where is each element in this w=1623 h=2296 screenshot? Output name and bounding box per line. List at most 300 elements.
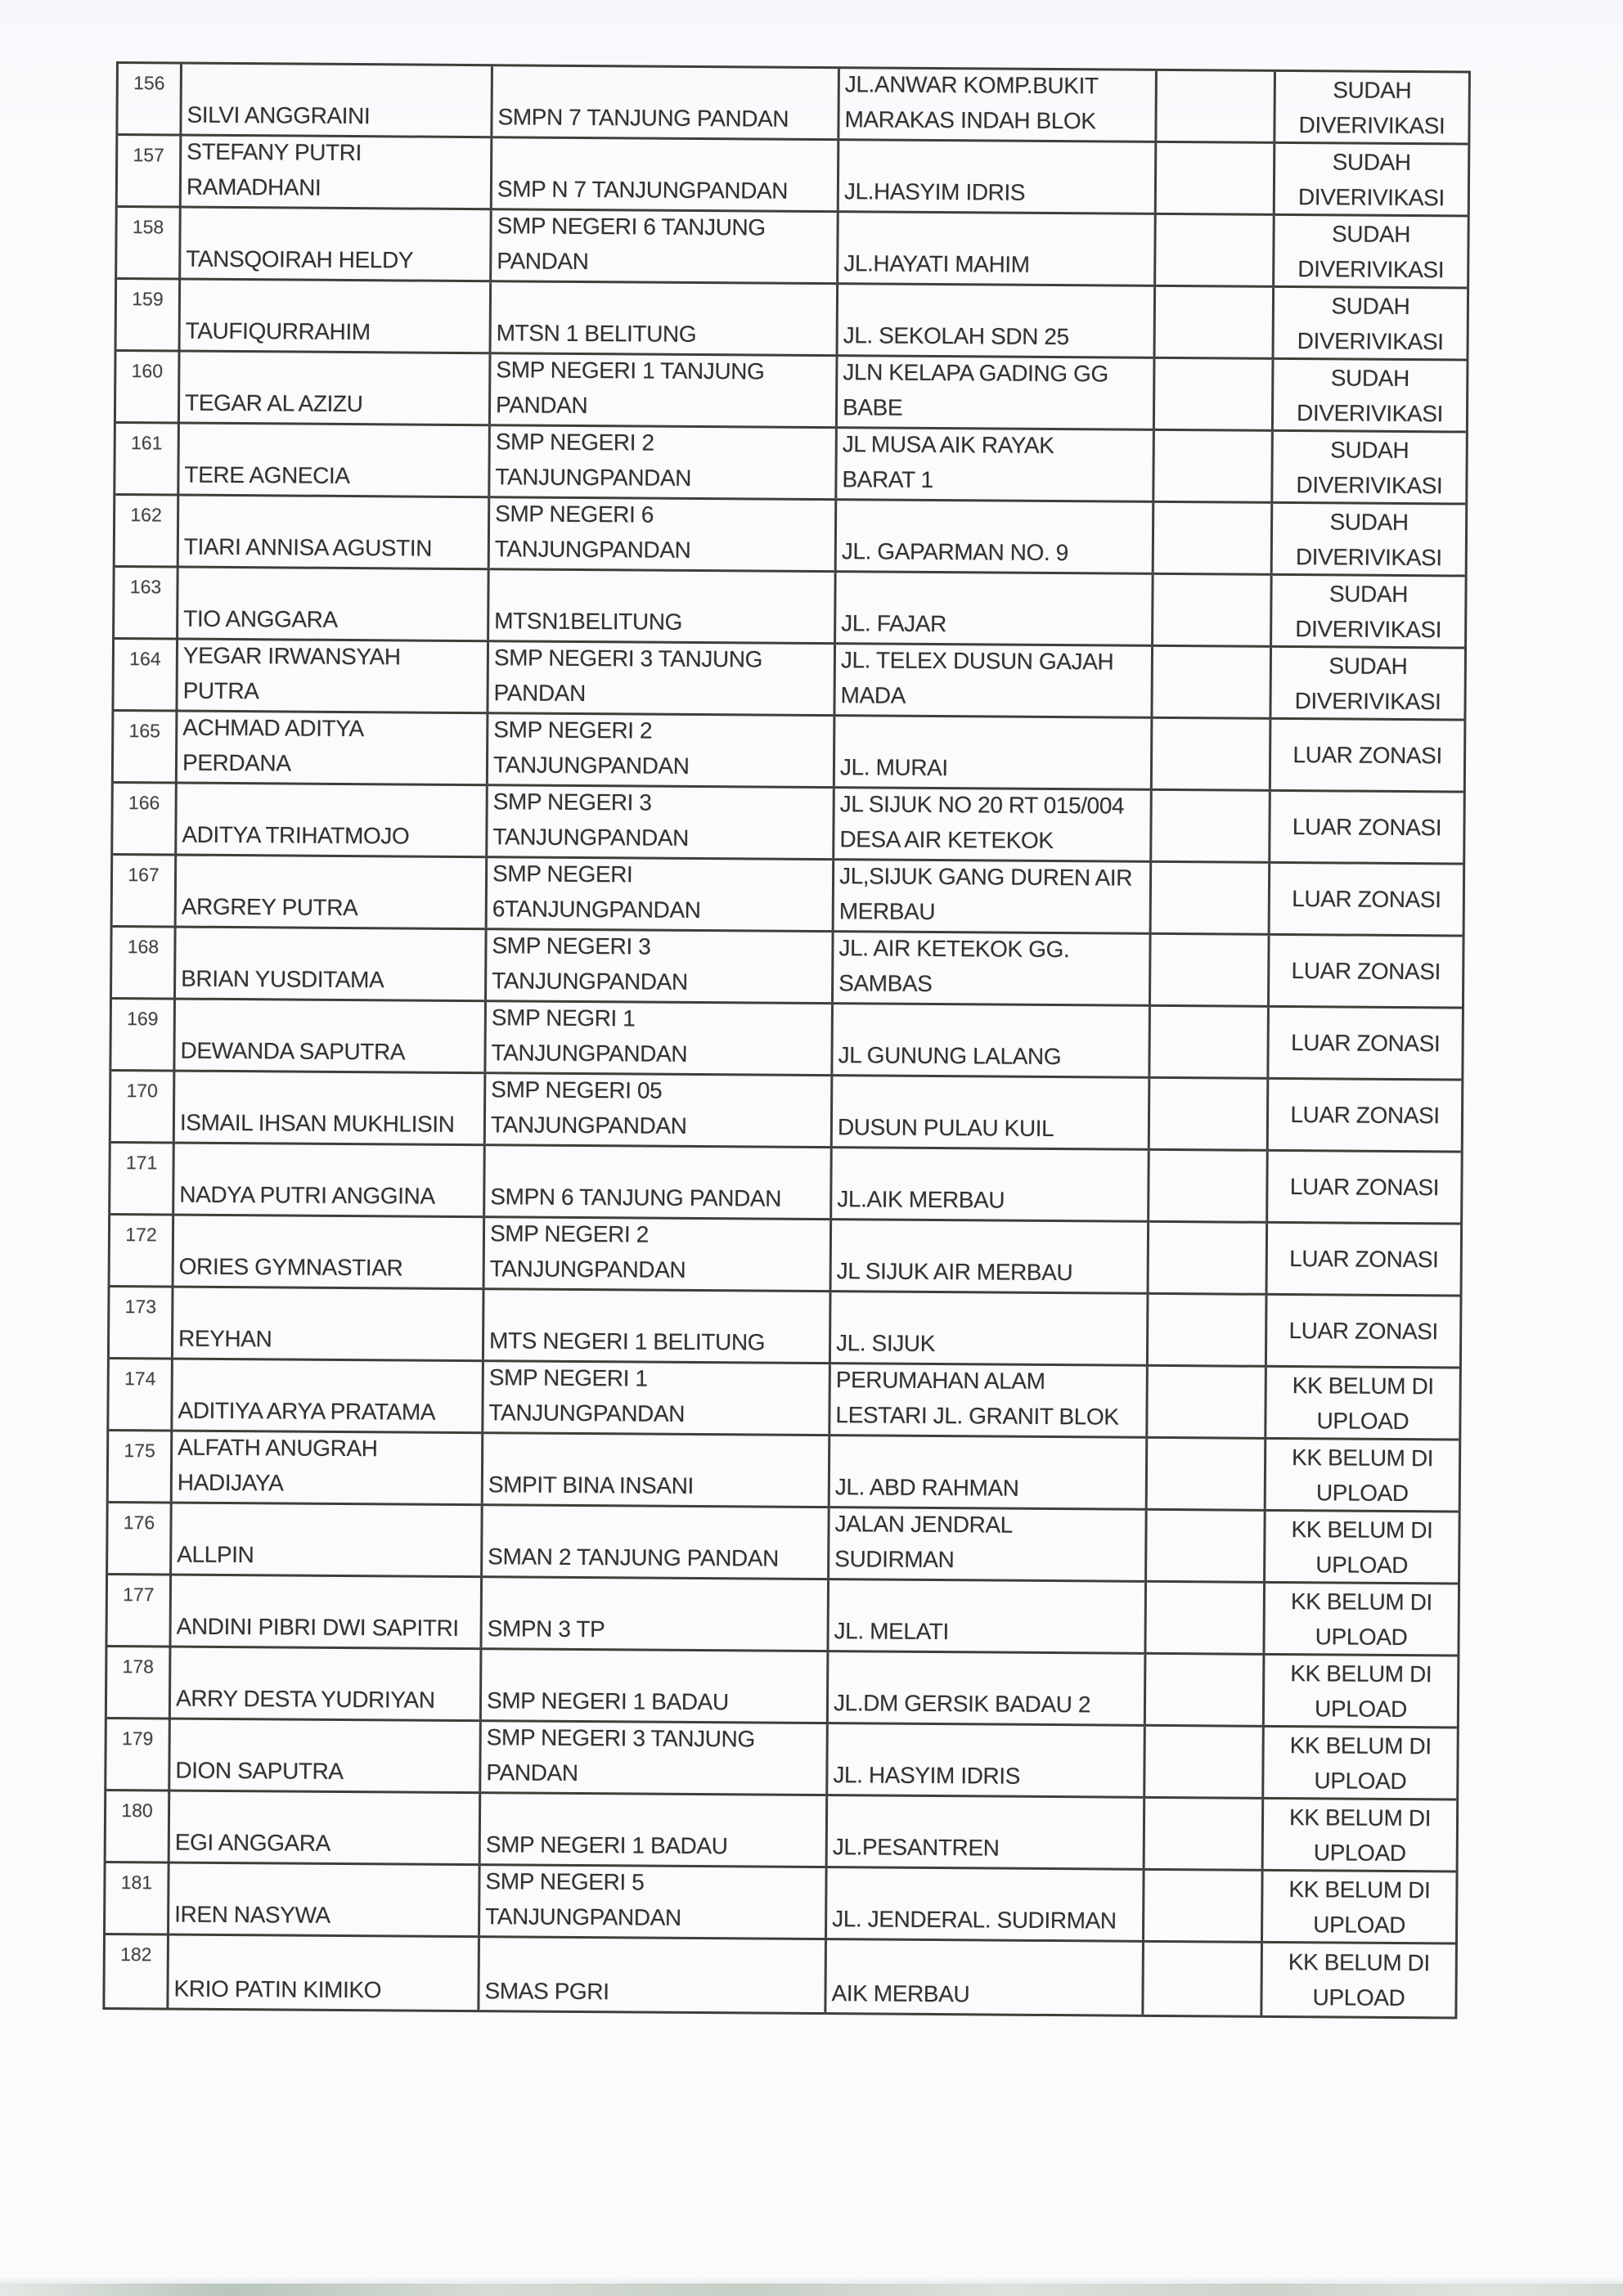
address-text: DUSUN PULAU KUIL <box>837 1114 1054 1142</box>
status-cell <box>1275 72 1468 143</box>
student-name-cell <box>169 1936 480 2011</box>
school-cell <box>486 1002 834 1074</box>
school-name: SMP N 7 TANJUNGPANDAN <box>497 176 789 204</box>
address-text: JL. MURAI <box>839 754 948 781</box>
address-cell <box>830 1364 1149 1436</box>
address-cell <box>834 860 1153 932</box>
student-name-cell <box>181 209 492 281</box>
student-name: BRIAN YUSDITAMA <box>181 965 384 993</box>
student-name: ADITIYA ARYA PRATAMA <box>178 1397 436 1425</box>
table-row <box>106 1719 1457 1801</box>
address-cell <box>836 573 1154 645</box>
row-number: 177 <box>123 1584 155 1606</box>
school-name: SMP NEGERI 6TANJUNGPANDAN <box>492 860 701 923</box>
table-row <box>106 1791 1457 1873</box>
blank-cell <box>1144 1871 1264 1941</box>
status-cell <box>1273 504 1466 575</box>
blank-cell <box>1153 647 1272 717</box>
school-name: SMPN 6 TANJUNG PANDAN <box>490 1184 782 1211</box>
student-name-cell <box>175 1072 487 1144</box>
blank-cell <box>1149 1295 1268 1365</box>
row-number: 165 <box>128 720 161 742</box>
status-text: SUDAH DIVERIVIKASI <box>1295 580 1442 642</box>
row-number: 156 <box>133 72 165 94</box>
address-text: JL. HASYIM IDRIS <box>833 1762 1021 1789</box>
address-text: AIK MERBAU <box>831 1980 970 2007</box>
student-name-cell <box>180 353 492 425</box>
status-text: KK BELUM DI UPLOAD <box>1291 1516 1433 1578</box>
status-cell <box>1270 936 1463 1007</box>
address-cell <box>829 1652 1147 1724</box>
status-text: SUDAH DIVERIVIKASI <box>1295 508 1442 570</box>
status-text: LUAR ZONASI <box>1289 1246 1439 1273</box>
student-name: ALFATH ANUGRAH HADIJAYA <box>177 1434 378 1496</box>
blank-cell <box>1145 1727 1265 1797</box>
blank-cell <box>1148 1367 1267 1437</box>
address-text: JLN KELAPA GADING GG BABE <box>842 359 1108 420</box>
student-name: DION SAPUTRA <box>175 1757 344 1784</box>
school-cell <box>483 1506 830 1578</box>
address-text: JL. SEKOLAH SDN 25 <box>843 322 1069 350</box>
school-cell <box>485 1146 833 1218</box>
student-name-cell <box>175 1000 487 1072</box>
row-number-cell <box>108 1503 173 1574</box>
row-number-cell <box>109 1431 173 1502</box>
blank-cell <box>1154 503 1274 573</box>
address-text: PERUMAHAN ALAM LESTARI JL. GRANIT BLOK <box>835 1367 1119 1430</box>
status-text: KK BELUM DI UPLOAD <box>1292 1372 1434 1434</box>
status-cell <box>1273 432 1466 503</box>
school-cell <box>488 858 835 930</box>
row-number: 157 <box>133 144 164 166</box>
status-text: KK BELUM DI UPLOAD <box>1292 1444 1434 1506</box>
table-row <box>108 1503 1459 1585</box>
student-name: NADYA PUTRI ANGGINA <box>179 1181 435 1209</box>
status-cell <box>1264 1728 1457 1799</box>
blank-cell <box>1151 935 1270 1005</box>
school-name: SMP NEGERI 2 TANJUNGPANDAN <box>489 1220 686 1283</box>
school-name: SMP NEGERI 3 TANJUNGPANDAN <box>492 789 690 851</box>
status-cell <box>1264 1800 1457 1871</box>
student-name-cell <box>171 1576 483 1648</box>
school-name: SMP NEGERI 1 TANJUNGPANDAN <box>488 1364 686 1427</box>
status-cell <box>1269 1008 1462 1079</box>
status-cell <box>1271 720 1464 791</box>
row-number-cell <box>111 1000 176 1070</box>
row-number-cell <box>107 1647 172 1718</box>
row-number: 168 <box>127 936 160 958</box>
row-number: 159 <box>132 288 164 310</box>
school-cell <box>490 498 838 570</box>
table-row <box>114 640 1464 721</box>
school-cell <box>490 426 838 498</box>
address-cell <box>833 1076 1151 1148</box>
status-text: SUDAH DIVERIVIKASI <box>1297 292 1444 354</box>
address-text: JL. JENDERAL. SUDIRMAN <box>832 1906 1117 1934</box>
student-name: ACHMAD ADITYA PERDANA <box>182 714 364 776</box>
school-cell <box>483 1434 831 1506</box>
address-text: JL. SIJUK <box>835 1330 936 1357</box>
table-row <box>106 1863 1456 1945</box>
row-number: 164 <box>129 648 161 670</box>
school-cell <box>491 354 838 426</box>
blank-cell <box>1146 1655 1266 1725</box>
status-cell <box>1270 792 1463 863</box>
address-cell <box>828 1724 1146 1796</box>
row-number-cell <box>110 1144 175 1214</box>
school-cell <box>489 570 837 642</box>
status-cell <box>1268 1152 1461 1223</box>
status-cell <box>1271 648 1464 719</box>
status-cell <box>1275 288 1468 359</box>
row-number: 171 <box>125 1152 158 1174</box>
status-cell <box>1267 1296 1460 1367</box>
status-text: SUDAH DIVERIVIKASI <box>1297 148 1445 210</box>
row-number-cell <box>117 280 182 350</box>
school-cell <box>481 1794 829 1866</box>
school-name: SMP NEGRI 1 TANJUNGPANDAN <box>491 1004 688 1067</box>
status-cell <box>1265 1584 1458 1655</box>
student-name-cell <box>182 65 493 137</box>
status-cell <box>1266 1512 1459 1583</box>
school-name: SMP NEGERI 05 TANJUNGPANDAN <box>490 1076 687 1139</box>
school-name: SMP NEGERI 1 TANJUNG PANDAN <box>495 357 765 419</box>
student-name-cell <box>173 1432 484 1504</box>
blank-cell <box>1153 575 1273 645</box>
address-cell <box>827 1868 1145 1940</box>
address-cell <box>837 429 1155 501</box>
student-name: TAUFIQURRAHIM <box>185 317 371 345</box>
scan-bottom-edge <box>0 2284 1623 2296</box>
school-name: SMP NEGERI 3 TANJUNG PANDAN <box>486 1724 755 1786</box>
school-name: SMAS PGRI <box>484 1978 609 2005</box>
student-name: ADITYA TRIHATMOJO <box>182 821 410 849</box>
student-name: STEFANY PUTRI RAMADHANI <box>186 138 362 200</box>
blank-cell <box>1147 1511 1266 1581</box>
address-cell <box>829 1508 1148 1580</box>
school-name: SMPN 7 TANJUNG PANDAN <box>497 104 789 132</box>
student-name-cell <box>177 784 488 856</box>
school-name: SMP NEGERI 5 TANJUNGPANDAN <box>485 1868 681 1930</box>
row-number-cell <box>110 1287 174 1358</box>
row-number-cell <box>118 64 182 134</box>
table-row <box>116 352 1467 434</box>
status-cell <box>1275 144 1468 215</box>
status-cell <box>1266 1368 1459 1439</box>
school-name: SMP NEGERI 2 TANJUNGPANDAN <box>495 429 692 491</box>
status-cell <box>1269 1080 1462 1151</box>
student-name: REYHAN <box>178 1325 272 1352</box>
row-number-cell <box>114 640 178 710</box>
school-cell <box>488 786 835 858</box>
address-cell <box>832 1220 1150 1292</box>
student-name-cell <box>176 928 488 1000</box>
row-number: 175 <box>124 1440 155 1462</box>
school-name: SMP NEGERI 1 BADAU <box>485 1831 728 1859</box>
table-row <box>115 424 1466 505</box>
address-text: JL. AIR KETEKOK GG. SAMBAS <box>838 935 1070 996</box>
row-number-cell <box>105 1935 169 2008</box>
school-cell <box>482 1578 829 1650</box>
school-name: SMP NEGERI 3 TANJUNGPANDAN <box>492 932 688 995</box>
student-name: ISMAIL IHSAN MUKHLISIN <box>179 1109 455 1137</box>
student-name: ARGREY PUTRA <box>181 893 358 921</box>
school-name: SMPN 3 TP <box>487 1615 605 1642</box>
row-number-cell <box>110 1215 175 1286</box>
status-cell <box>1272 576 1465 647</box>
student-name-cell <box>174 1216 486 1288</box>
row-number: 174 <box>124 1368 156 1390</box>
table-row <box>109 1431 1459 1513</box>
row-number-cell <box>114 712 178 782</box>
address-cell <box>826 1940 1144 2015</box>
address-text: JL.HASYIM IDRIS <box>843 178 1026 205</box>
address-cell <box>834 789 1153 860</box>
blank-cell <box>1144 1943 1263 2015</box>
address-text: JL. ABD RAHMAN <box>834 1474 1019 1501</box>
address-text: JL.AIK MERBAU <box>837 1186 1005 1213</box>
status-text: LUAR ZONASI <box>1289 1174 1440 1201</box>
table-row <box>118 64 1468 146</box>
address-text: JL SIJUK AIR MERBAU <box>836 1258 1073 1286</box>
school-name: SMPIT BINA INSANI <box>488 1472 694 1498</box>
table-row <box>107 1575 1458 1657</box>
school-cell <box>487 930 834 1002</box>
table-row <box>109 1359 1459 1441</box>
row-number-cell <box>115 424 180 494</box>
row-number: 167 <box>128 864 160 886</box>
student-name-cell <box>173 1288 485 1360</box>
row-number: 178 <box>122 1656 155 1678</box>
blank-cell <box>1150 1007 1270 1077</box>
row-number: 173 <box>124 1296 157 1318</box>
student-name-cell <box>173 1360 484 1432</box>
student-name: SILVI ANGGRAINI <box>187 101 371 129</box>
address-text: JL.PESANTREN <box>832 1834 1000 1861</box>
school-cell <box>486 1074 834 1146</box>
status-cell <box>1275 216 1468 287</box>
address-text: JL. TELEX DUSUN GAJAH MADA <box>840 647 1114 708</box>
status-cell <box>1266 1440 1459 1511</box>
student-name-cell <box>177 856 488 928</box>
row-number: 179 <box>121 1728 154 1750</box>
address-text: JL SIJUK NO 20 RT 015/004 DESA AIR KETEKOK <box>839 791 1125 854</box>
status-text: LUAR ZONASI <box>1290 1030 1441 1057</box>
address-cell <box>832 1148 1150 1220</box>
student-name: ORIES GYMNASTIAR <box>178 1253 403 1281</box>
address-cell <box>838 285 1157 357</box>
address-text: JL,SIJUK GANG DUREN AIR MERBAU <box>838 863 1133 925</box>
blank-cell <box>1153 719 1272 789</box>
status-cell <box>1265 1656 1458 1727</box>
address-text: JL.HAYATI MAHIM <box>843 250 1030 277</box>
status-cell <box>1263 1871 1456 1943</box>
school-cell <box>482 1650 829 1722</box>
status-cell <box>1268 1224 1461 1295</box>
status-text: SUDAH DIVERIVIKASI <box>1297 220 1445 282</box>
blank-cell <box>1148 1439 1267 1509</box>
status-text: LUAR ZONASI <box>1292 814 1442 841</box>
blank-cell <box>1146 1583 1266 1653</box>
status-text: SUDAH DIVERIVIKASI <box>1296 436 1443 498</box>
school-cell <box>480 1866 828 1938</box>
blank-cell <box>1157 71 1276 142</box>
status-text: KK BELUM DI UPLOAD <box>1288 1804 1432 1866</box>
status-cell <box>1262 1943 1455 2017</box>
row-number: 181 <box>120 1871 153 1894</box>
address-cell <box>835 717 1153 789</box>
blank-cell <box>1149 1151 1269 1221</box>
student-name-cell <box>182 137 493 209</box>
address-cell <box>829 1580 1147 1652</box>
table-row <box>115 496 1466 577</box>
address-cell <box>828 1796 1146 1868</box>
table-row <box>110 1287 1460 1369</box>
student-name-cell <box>170 1792 482 1864</box>
row-number-cell <box>107 1575 172 1646</box>
row-number-cell <box>115 496 180 566</box>
table-row <box>117 280 1468 362</box>
address-cell <box>835 645 1153 717</box>
student-name: TIARI ANNISA AGUSTIN <box>183 533 433 561</box>
table-row <box>110 1215 1461 1297</box>
student-name: ALLPIN <box>177 1541 254 1568</box>
row-number: 162 <box>130 504 162 526</box>
student-name: DEWANDA SAPUTRA <box>180 1037 406 1065</box>
address-cell <box>838 357 1156 429</box>
row-number: 161 <box>130 432 163 454</box>
status-text: KK BELUM DI UPLOAD <box>1290 1660 1432 1722</box>
student-name-cell <box>181 281 492 353</box>
student-name-cell <box>170 1720 482 1792</box>
table-row <box>113 856 1463 937</box>
school-cell <box>492 282 839 354</box>
student-name-cell <box>178 712 489 784</box>
status-text: KK BELUM DI UPLOAD <box>1290 1588 1432 1650</box>
row-number-cell <box>106 1719 171 1790</box>
school-cell <box>492 138 840 210</box>
school-name: MTSN 1 BELITUNG <box>496 320 697 347</box>
row-number: 170 <box>126 1080 158 1102</box>
table-row <box>118 136 1468 218</box>
student-name: YEGAR IRWANSYAH PUTRA <box>182 642 401 704</box>
blank-cell <box>1150 1079 1270 1149</box>
school-cell <box>484 1290 832 1362</box>
row-number-cell <box>109 1359 173 1430</box>
student-name: TERE AGNECIA <box>184 461 350 489</box>
address-text: JL.DM GERSIK BADAU 2 <box>833 1690 1091 1718</box>
student-name: TIO ANGGARA <box>183 605 338 632</box>
row-number-cell <box>112 928 177 998</box>
address-text: JL. MELATI <box>834 1618 949 1645</box>
blank-cell <box>1145 1799 1265 1869</box>
school-cell <box>492 210 839 282</box>
row-number: 163 <box>129 576 162 598</box>
address-text: JALAN JENDRAL SUDIRMAN <box>834 1511 1013 1573</box>
school-name: MTSN1BELITUNG <box>494 608 683 635</box>
row-number-cell <box>113 856 178 926</box>
school-cell <box>483 1362 831 1434</box>
address-cell <box>831 1292 1149 1364</box>
row-number: 169 <box>127 1008 159 1030</box>
school-name: SMP NEGERI 2 TANJUNGPANDAN <box>492 717 690 779</box>
school-name: SMP NEGERI 6 TANJUNGPANDAN <box>494 501 691 563</box>
blank-cell <box>1149 1223 1269 1293</box>
student-name: IREN NASYWA <box>174 1901 330 1928</box>
address-cell <box>837 501 1155 573</box>
status-text: SUDAH DIVERIVIKASI <box>1297 364 1444 426</box>
row-number-cell <box>111 1072 176 1142</box>
school-name: SMP NEGERI 6 TANJUNG PANDAN <box>497 213 766 275</box>
address-cell <box>830 1436 1149 1508</box>
row-number-cell <box>106 1863 170 1934</box>
row-number-cell <box>115 568 179 638</box>
row-number-cell <box>106 1791 171 1862</box>
blank-cell <box>1155 359 1275 429</box>
table-skew-wrapper <box>102 61 1471 2020</box>
student-name-cell <box>171 1648 483 1720</box>
status-text: KK BELUM DI UPLOAD <box>1288 1876 1431 1938</box>
row-number-cell <box>113 784 178 854</box>
school-cell <box>479 1938 827 2012</box>
blank-cell <box>1157 143 1276 213</box>
address-text: JL.ANWAR KOMP.BUKIT MARAKAS INDAH BLOK <box>844 71 1099 134</box>
student-name-cell <box>174 1144 486 1216</box>
blank-cell <box>1152 863 1271 933</box>
student-name: EGI ANGGARA <box>174 1829 331 1856</box>
school-cell <box>488 714 836 786</box>
status-text: LUAR ZONASI <box>1292 886 1441 913</box>
table-row <box>111 1000 1462 1081</box>
address-text: JL. GAPARMAN NO. 9 <box>841 538 1068 566</box>
verification-table <box>102 61 1471 2020</box>
row-number: 176 <box>123 1512 155 1534</box>
address-text: JL MUSA AIK RAYAK BARAT 1 <box>842 431 1054 492</box>
blank-cell <box>1154 431 1274 501</box>
blank-cell <box>1152 791 1271 861</box>
row-number: 182 <box>120 1943 152 1966</box>
table-row <box>105 1935 1455 2017</box>
school-cell <box>481 1722 829 1794</box>
school-cell <box>492 66 840 138</box>
table-row <box>113 784 1463 865</box>
table-row <box>110 1144 1461 1225</box>
status-cell <box>1274 360 1467 431</box>
status-text: KK BELUM DI UPLOAD <box>1289 1732 1432 1794</box>
student-name: TEGAR AL AZIZU <box>184 389 363 417</box>
row-number: 172 <box>125 1224 157 1246</box>
row-number: 158 <box>132 216 164 238</box>
table-row <box>107 1647 1458 1729</box>
row-number: 180 <box>121 1800 153 1822</box>
student-name: TANSQOIRAH HELDY <box>186 245 414 273</box>
status-text: SUDAH DIVERIVIKASI <box>1298 76 1445 138</box>
row-number: 166 <box>128 792 160 814</box>
address-cell <box>839 141 1158 213</box>
student-name: KRIO PATIN KIMIKO <box>173 1975 382 2003</box>
school-cell <box>488 642 836 714</box>
status-text: LUAR ZONASI <box>1293 742 1442 769</box>
status-cell <box>1270 864 1463 935</box>
student-name-cell <box>169 1864 481 1936</box>
student-name: ANDINI PIBRI DWI SAPITRI <box>176 1613 459 1641</box>
table-row <box>111 1072 1462 1153</box>
student-name-cell <box>178 568 490 640</box>
school-name: SMAN 2 TANJUNG PANDAN <box>488 1543 780 1571</box>
student-name-cell <box>172 1504 483 1576</box>
student-name-cell <box>179 496 491 568</box>
blank-cell <box>1156 287 1275 357</box>
